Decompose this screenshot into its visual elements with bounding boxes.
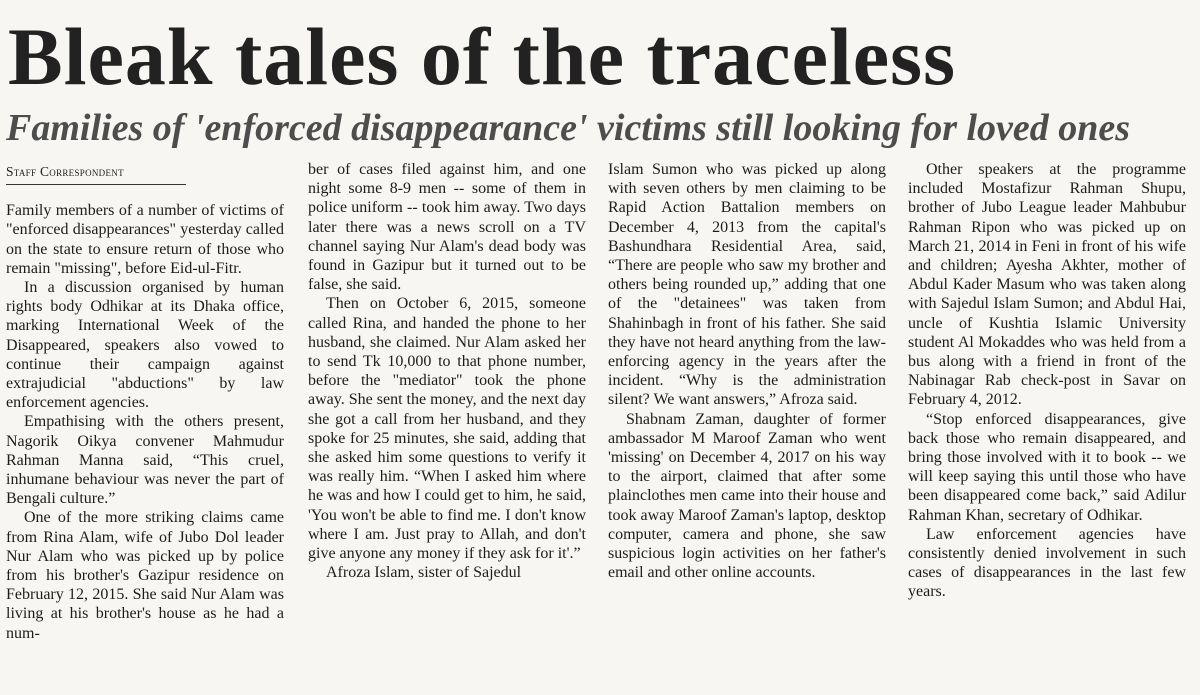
subheadline: Families of 'enforced disappearance' victims still looking for loved ones xyxy=(6,107,1131,149)
article-column-2 xyxy=(308,160,586,692)
paragraph: ber of cases filed against him, and one night some 8-9 men -- some of them in police uniform -- took him away. Two days later there was a news scroll on a TV channel saying Nur Alam's dead body was found in Gazipur but it turned out to be false, she said. xyxy=(308,161,586,294)
article-column-3 xyxy=(608,160,886,692)
headline: Bleak tales of the traceless xyxy=(8,11,956,102)
paragraph: Other speakers at the programme included Mostafizur Rahman Shupu, brother of Jubo League leader Mahbubur Rahman Ripon who was picked up on March 21, 2014 in Feni in front of his wife and children; Ayesha Akhter, mother of Abdul Kader Masum who was taken along with Sajedul Islam Sumon; and Abdul Hai, uncle of Kushtia Islamic University student Al Mokaddes who was held from a bus along with a friend in front of the Nabinagar Rab check-post in Savar on February 4, 2012. xyxy=(908,161,1186,409)
paragraph: Law enforcement agencies have consistently denied involvement in such cases of disappearances in the last few years. xyxy=(908,525,1186,601)
paragraph: Shabnam Zaman, daughter of former ambassador M Maroof Zaman who went 'missing' on December 4, 2017 on his way to the airport, claimed that after some plainclothes men came into their house and took away Maroof Zaman's laptop, desktop computer, camera and phone, she saw suspicious login activities on her father's email and other online accounts. xyxy=(608,410,886,582)
article-column-4 xyxy=(908,160,1186,692)
paragraph: Afroza Islam, sister of Sajedul xyxy=(326,564,522,582)
paragraph: Islam Sumon who was picked up along with seven others by men claiming to be Rapid Action Battalion members on December 4, 2013 from the capital's Bashundhara Residential Area, said, “There are people who saw my brother and others being rounded up,” adding that one of the "detainees" was taken from Shahinbagh in front of his father. She said they have not heard anything from the law-enforcing agency in the years after the incident. “Why is the administration silent? We want answers,” Afroza said. xyxy=(608,161,886,409)
article-column-1 xyxy=(6,160,284,692)
byline: Staff Correspondent xyxy=(6,162,186,185)
paragraph: One of the more striking claims came from Rina Alam, wife of Jubo Dol leader Nur Alam who was picked up by police from his brother's Gazipur residence on February 12, 2015. She said Nur Alam was living at his brother's house as he had a num- xyxy=(6,509,284,642)
paragraph: “Stop enforced disappearances, give back those who remain disappeared, and bring those involved with it to book -- we will keep saying this until those who have been disappeared come back,” said Adilur Rahman Khan, secretary of Odhikar. xyxy=(908,410,1186,524)
paragraph: Empathising with the others present, Nagorik Oikya convener Mahmudur Rahman Manna said, “This cruel, inhumane behaviour was never the part of Bengali culture.” xyxy=(6,413,284,508)
paragraph: In a discussion organised by human rights body Odhikar at its Dhaka office, marking International Week of the Disappeared, speakers also vowed to continue their campaign against extrajudicial "abductions" by law enforcement agencies. xyxy=(6,279,284,412)
paragraph: Family members of a number of victims of "enforced disappearances" yesterday called on the state to ensure return of those who remain "missing", before Eid-ul-Fitr. xyxy=(6,202,284,277)
paragraph: Then on October 6, 2015, someone called Rina, and handed the phone to her husband, she claimed. Nur Alam asked her to send Tk 10,000 to that phone number, before the "mediator" took the phone away. She sent the money, and the next day she got a call from her husband, and they spoke for 25 minutes, she said, adding that she asked him some questions to verify it was really him. “When I asked him where he was and how I could get to him, he said, 'You won't be able to find me. I don't know where I am. Just pray to Allah, and don't give anyone any money if they ask for it'.” xyxy=(308,295,586,563)
